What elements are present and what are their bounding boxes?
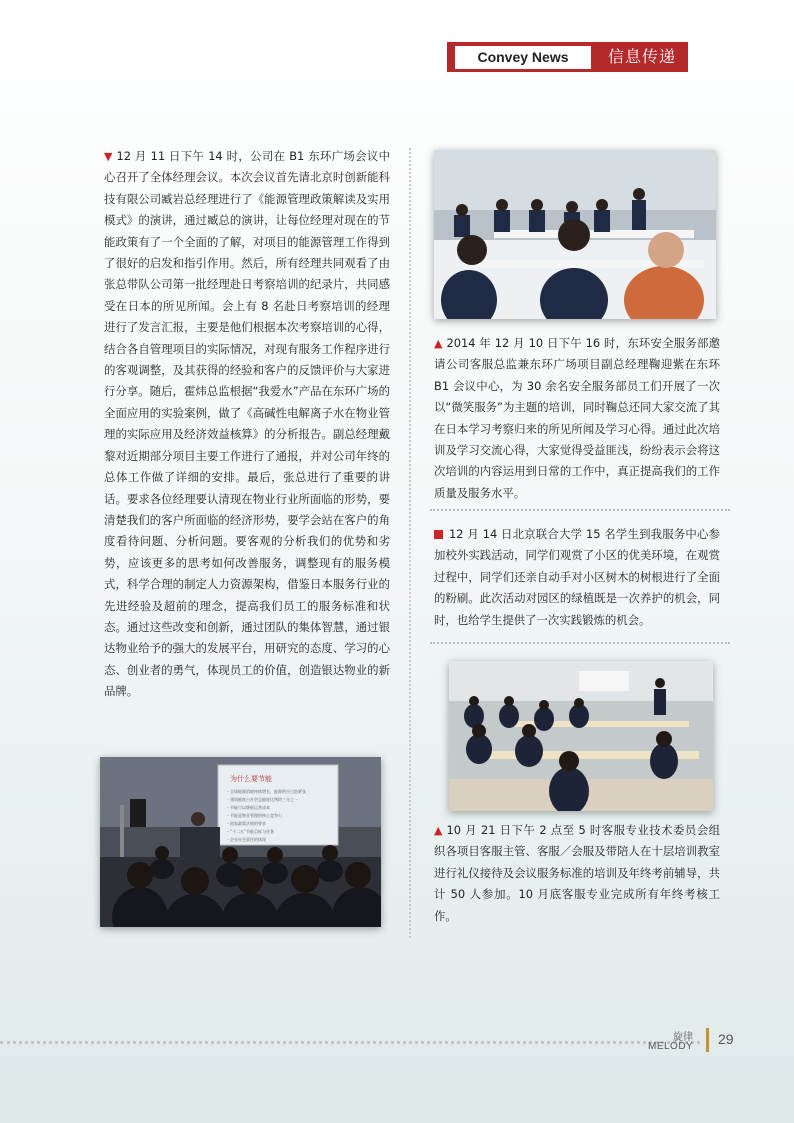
- footer-separator-bar: [706, 1028, 709, 1052]
- triangle-down-marker-icon: ▼: [104, 150, 113, 163]
- column-divider: [409, 148, 411, 938]
- triangle-up-marker-icon: ▲: [434, 824, 443, 837]
- slide-line: ・“十二五”节能目标与任务: [226, 829, 275, 834]
- article-smile-service: ▲ 2014 年 12 月 10 日下午 16 时，东环安全服务部邀请公司客服总监兼东环广场项目副总经理鞠迎紫在东环 B1 会议中心，为 30 余名安全服务部员工们开展了一次以“微笑服务”为主题的培训，同时鞠总还同大家交流了其在日本学习考察归来的所见所闻及学习心得。通过此次培训及学习交流心得，大家觉得受益匪浅，纷纷表示会将这次培训的内容运用到日常的工作中，真正提高我们的工作质量及服务水平。: [434, 333, 720, 504]
- article-customer-service-training: ▲ 10 月 21 日下午 2 点至 5 时客服专业技术委员会组织各项目客服主管、客服／会服及带陪人在十层培训教室进行礼仪接待及会议服务标准的培训及年终考前辅导，共计 50 人参加。10 月底客服专业完成所有年终考核工作。: [434, 820, 720, 927]
- photo-smile-service-training: [434, 150, 716, 319]
- slide-line: ・节能是物业管理的核心竞争力: [226, 813, 282, 818]
- page-number: 29: [718, 1031, 734, 1047]
- slide-line: ・国家政策法规的要求: [226, 821, 266, 826]
- slide-line: ・建筑能耗占社会总能耗比例约三分之一: [226, 797, 298, 802]
- section-divider: [430, 509, 730, 511]
- slide-line: ・全球能源消耗持续增长，能源供应日趋紧张: [226, 789, 306, 794]
- section-header-cn: 信息传递: [607, 47, 676, 66]
- slide-title: 为什么要节能: [230, 775, 272, 783]
- square-marker-icon: [434, 530, 443, 539]
- photo-energy-presentation: [100, 757, 381, 927]
- footer-dotted-line: [0, 1041, 700, 1044]
- article-manager-meeting: ▼ 12 月 11 日下午 14 时，公司在 B1 东环广场会议中心召开了全体经理会议。本次会议首先请北京时创新能科技有限公司臧岩总经理进行了《能源管理政策解读及实用模式》的演讲，通过臧总的演讲，让每位经理对现在的节能政策有了一个全面的了解，对项目的能源管理工作得到了很好的启发和指引作用。然后，所有经理共同观看了由张总带队公司第一批经理赴日考察培训的纪录片，共同感受在日本的所见所闻。会上有 8 名赴日考察培训的经理进行了发言汇报，主要是他们根据本次考察培训的心得，结合各自管理项目的实际情况，对现有服务工作程序进行的客观调整，及其获得的经验和客户的反馈评价与大家进行分享。随后，霍炜总监根据“我爱水”产品在东环广场的全面应用的实验案例，做了《高碱性电解离子水在物业管理的实际应用及经济效益核算》的分析报告。副总经理戴黎对近期部分项目主要工作进行了通报，并对公司年终的总体工作做了详细的安排。最后，张总进行了重要的讲话。要求各位经理要认清现在物业行业所面临的形势，要清楚我们的客户所面临的经济形势，要学会站在客户的角度看待问题、分析问题。要客观的分析我们的优势和劣势，应该更多的思考如何改善服务，调整现有的服务模式，科学合理的制定人力资源架构，借鉴日本服务行业的先进经验及超前的理念，提高我们员工的服务标准和状态。通过这些改变和创新，通过团队的集体智慧，通过银达物业给予的强大的发展平台，用研究的态度、学习的心态、创业者的勇气，体现员工的价值，创造银达物业的新品牌。: [104, 146, 390, 703]
- slide-line: ・企业社会责任的体现: [226, 837, 266, 842]
- section-divider: [430, 642, 730, 644]
- footer-magazine-name-en: MELODY: [648, 1041, 694, 1052]
- photo-etiquette-training: [449, 661, 713, 811]
- article-student-practice: 12 月 14 日北京联合大学 15 名学生到我服务中心参加校外实践活动，同学们观赏了小区的优美环境，在观赏过程中，同学们还亲自动手对小区树木的树根进行了全面的粉刷。此次活动对园区的绿植既是一次养护的机会，同时，也给学生提供了一次实践锻炼的机会。: [434, 527, 720, 627]
- slide-line: ・节能可以降低运营成本: [226, 805, 270, 810]
- footer-magazine-name-cn: 旋律: [673, 1032, 693, 1043]
- section-header-en: Convey News: [455, 46, 591, 69]
- triangle-up-marker-icon: ▲: [434, 337, 443, 350]
